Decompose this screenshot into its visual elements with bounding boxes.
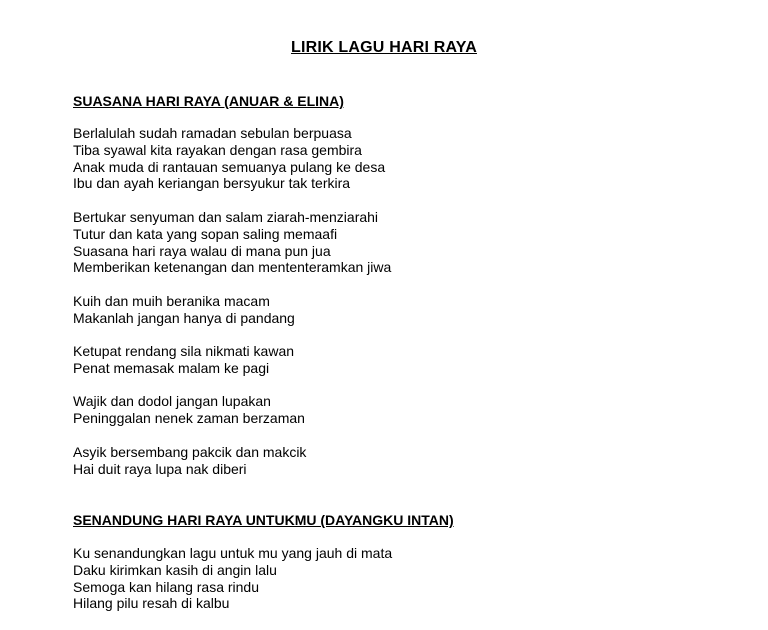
lyric-line: Suasana hari raya walau di mana pun jua (73, 242, 331, 259)
lyric-line: Ibu dan ayah keriangan bersyukur tak terkira (73, 175, 351, 192)
lyric-line: Ku senandungkan lagu untuk mu yang jauh di mata (73, 545, 393, 561)
lyric-line: Hai duit raya lupa nak diberi (73, 460, 247, 477)
lyric-line: Semoga kan hilang rasa rindu (73, 578, 260, 595)
document-title: LIRIK LAGU HARI RAYA (291, 39, 477, 56)
lyric-line: Peninggalan nenek zaman berzaman (73, 409, 305, 426)
stanza (73, 125, 385, 192)
stanza (73, 444, 306, 478)
lyric-line: Makanlah jangan hanya di pandang (73, 309, 295, 326)
lyric-line: Anak muda di rantauan semuanya pulang ke desa (73, 158, 386, 175)
stanza (73, 293, 295, 327)
lyric-line: Asyik bersembang pakcik dan makcik (73, 444, 307, 460)
lyric-line: Berlalulah sudah ramadan sebulan berpuasa (73, 125, 352, 141)
lyric-line: Penat memasak malam ke pagi (73, 359, 270, 376)
lyric-line: Tiba syawal kita rayakan dengan rasa gembira (73, 141, 362, 158)
lyric-line: Bertukar senyuman dan salam ziarah-menziarahi (73, 209, 379, 225)
lyric-line: Memberikan ketenangan dan mententeramkan jiwa (73, 259, 392, 276)
lyric-line: Daku kirimkan kasih di angin lalu (73, 561, 277, 578)
song-heading: SUASANA HARI RAYA (ANUAR & ELINA) (73, 93, 344, 109)
stanza (73, 393, 305, 427)
lyric-line: Ketupat rendang sila nikmati kawan (73, 343, 295, 359)
stanza (73, 343, 294, 377)
lyric-line: Kuih dan muih beranika macam (73, 293, 270, 309)
stanza (73, 545, 392, 612)
lyric-line: Hilang pilu resah di kalbu (73, 595, 230, 612)
stanza (73, 209, 391, 276)
lyric-line: Tutur dan kata yang sopan saling memaafi (73, 225, 338, 242)
song-heading: SENANDUNG HARI RAYA UNTUKMU (DAYANGKU INTAN) (73, 512, 454, 528)
lyric-line: Wajik dan dodol jangan lupakan (73, 393, 271, 409)
